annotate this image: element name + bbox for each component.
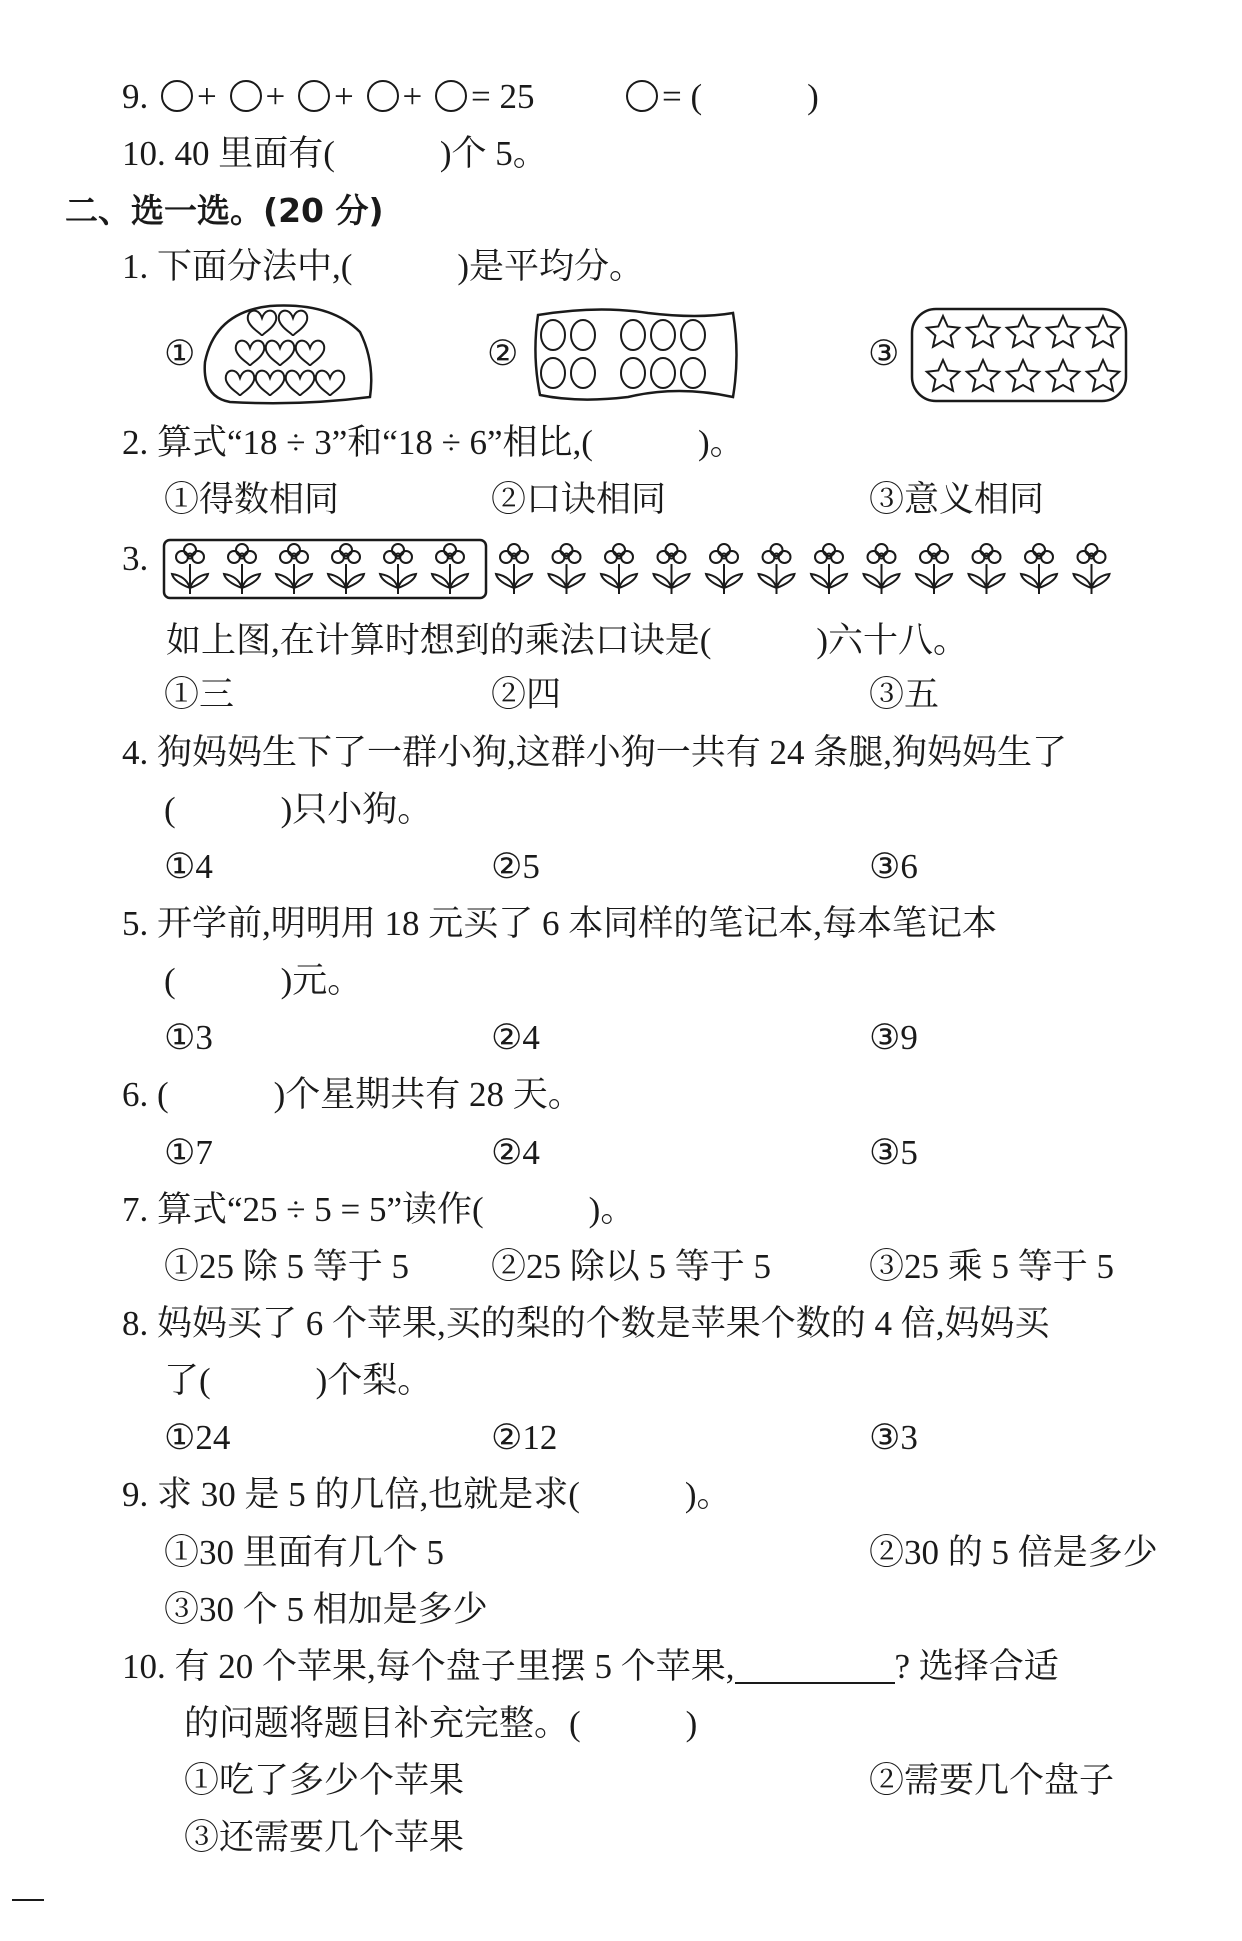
q3-option-1: ①三 <box>164 675 235 714</box>
q-text: 算式“18 ÷ 3”和“18 ÷ 6”相比,( )。 <box>157 423 745 462</box>
q-num: 2. <box>122 423 149 462</box>
heart-icon <box>248 311 276 336</box>
q-num: 8. <box>122 1304 149 1343</box>
flower-icon <box>601 544 637 594</box>
flowers-picture <box>162 538 1142 600</box>
q2-option-2: ②口诀相同 <box>491 480 667 519</box>
flower-icon <box>328 544 364 594</box>
flower-icon <box>380 544 416 594</box>
q-num: 4. <box>122 733 149 772</box>
q2-option-1: ①得数相同 <box>164 480 340 519</box>
star-icon <box>927 316 959 347</box>
heart-icon <box>266 341 294 366</box>
circle-icon <box>541 320 565 350</box>
circle-icon <box>681 320 705 350</box>
flower-icon <box>654 544 690 594</box>
star-icon <box>1087 360 1119 391</box>
flower-icon <box>1074 544 1110 594</box>
fill-q9 <box>122 75 819 119</box>
page-mark <box>12 1899 44 1901</box>
plus: + <box>265 77 286 116</box>
circle-icon <box>651 320 675 350</box>
star-icon <box>927 360 959 391</box>
circle-icon <box>541 358 565 388</box>
q1-option-2: ② <box>487 334 519 373</box>
hearts-picture <box>200 302 380 406</box>
circle-blank <box>161 80 193 112</box>
q3-option-2: ②四 <box>491 675 562 714</box>
q9-option-2: ②30 的 5 倍是多少 <box>869 1533 1158 1572</box>
q10-line2: 的问题将题目补充完整。( ) <box>184 1704 698 1743</box>
q-num: 9. <box>122 77 149 116</box>
q9-option-3: ③30 个 5 相加是多少 <box>164 1590 488 1629</box>
star-icon <box>1047 316 1079 347</box>
fill-q10: 10. 40 里面有( )个 5。 <box>122 134 548 173</box>
flower-icon <box>759 544 795 594</box>
q3-text: 如上图,在计算时想到的乘法口诀是( )六十八。 <box>166 621 969 660</box>
q7-option-1: ①25 除 5 等于 5 <box>164 1247 410 1286</box>
heart-icon <box>296 341 324 366</box>
q8-option-2: ②12 <box>491 1418 558 1457</box>
plus: + <box>197 77 217 116</box>
q-text: 有 20 个苹果,每个盘子里摆 5 个苹果, <box>174 1647 735 1686</box>
q-num: 10. <box>122 1647 166 1686</box>
q7-option-2: ②25 除以 5 等于 5 <box>491 1247 772 1286</box>
q5-option-1: ①3 <box>164 1018 213 1057</box>
q-text: 开学前,明明用 18 元买了 6 本同样的笔记本,每本笔记本 <box>157 904 998 943</box>
q6-option-2: ②4 <box>491 1133 540 1172</box>
heart-icon <box>279 311 307 336</box>
q9-option-1: ①30 里面有几个 5 <box>164 1533 445 1572</box>
flower-icon <box>1021 544 1057 594</box>
q6 <box>122 1073 583 1117</box>
q4-option-2: ②5 <box>491 847 540 886</box>
star-icon <box>967 360 999 391</box>
star-icon <box>1007 360 1039 391</box>
star-icon <box>1007 316 1039 347</box>
section-heading: 二、选一选。(20 分) <box>65 191 384 230</box>
star-icon <box>967 316 999 347</box>
q4-line2: ( )只小狗。 <box>164 790 433 829</box>
q10-option-2: ②需要几个盘子 <box>869 1761 1115 1800</box>
q1-option-1: ① <box>164 334 196 373</box>
circle-blank <box>626 80 658 112</box>
flower-icon <box>172 544 208 594</box>
q8-option-3: ③3 <box>869 1418 918 1457</box>
q6-option-1: ①7 <box>164 1133 213 1172</box>
circle-blank <box>367 80 399 112</box>
circle-blank <box>298 80 330 112</box>
flower-icon <box>811 544 847 594</box>
q8-line2: 了( )个梨。 <box>164 1361 433 1400</box>
q9 <box>122 1473 732 1517</box>
circle-icon <box>621 320 645 350</box>
q-text: 妈妈买了 6 个苹果,买的梨的个数是苹果个数的 4 倍,妈妈买 <box>157 1304 1050 1343</box>
q-text: 算式“25 ÷ 5 = 5”读作( )。 <box>157 1190 636 1229</box>
q-num: 9. <box>122 1475 149 1514</box>
q10-option-3: ③还需要几个苹果 <box>184 1818 465 1857</box>
q3-num: 3. <box>122 539 149 578</box>
q-text: 狗妈妈生下了一群小狗,这群小狗一共有 24 条腿,狗妈妈生了 <box>157 733 1068 772</box>
flower-icon <box>224 544 260 594</box>
star-icon <box>1087 316 1119 347</box>
heart-icon <box>256 371 284 396</box>
plus: + <box>334 77 354 116</box>
q-num: 7. <box>122 1190 149 1229</box>
q-num: 6. <box>122 1075 149 1114</box>
flower-icon <box>864 544 900 594</box>
circle-blank <box>230 80 262 112</box>
q5 <box>122 902 997 946</box>
q8 <box>122 1302 1050 1346</box>
flower-icon <box>916 544 952 594</box>
equation-result: = 25 <box>471 77 535 116</box>
answer-blank: = ( ) <box>662 77 819 116</box>
flower-icon <box>706 544 742 594</box>
q6-option-3: ③5 <box>869 1133 918 1172</box>
heart-icon <box>226 371 254 396</box>
circle-icon <box>651 358 675 388</box>
q4-option-3: ③6 <box>869 847 918 886</box>
flower-icon <box>969 544 1005 594</box>
heart-icon <box>236 341 264 366</box>
answer-underline <box>735 1648 895 1684</box>
q-text: ( )个星期共有 28 天。 <box>157 1075 583 1114</box>
circle-icon <box>621 358 645 388</box>
flower-icon <box>496 544 532 594</box>
q1 <box>122 245 644 289</box>
q7-option-3: ③25 乘 5 等于 5 <box>869 1247 1115 1286</box>
circle-icon <box>571 320 595 350</box>
circle-icon <box>571 358 595 388</box>
q5-option-3: ③9 <box>869 1018 918 1057</box>
star-icon <box>1047 360 1079 391</box>
q5-option-2: ②4 <box>491 1018 540 1057</box>
q-num: 5. <box>122 904 149 943</box>
q10 <box>122 1645 1059 1689</box>
stars-picture <box>908 305 1138 405</box>
q2-option-3: ③意义相同 <box>869 480 1045 519</box>
circles-picture <box>528 305 748 405</box>
q10-option-1: ①吃了多少个苹果 <box>184 1761 465 1800</box>
q3-option-3: ③五 <box>869 675 940 714</box>
q4-option-1: ①4 <box>164 847 213 886</box>
q7 <box>122 1188 635 1232</box>
flower-icon <box>276 544 312 594</box>
q-text: 求 30 是 5 的几倍,也就是求( )。 <box>157 1475 732 1514</box>
circle-icon <box>681 358 705 388</box>
q5-line2: ( )元。 <box>164 961 363 1000</box>
q2 <box>122 421 745 465</box>
q4 <box>122 731 1067 775</box>
circle-blank <box>435 80 467 112</box>
flower-icon <box>432 544 468 594</box>
heart-icon <box>316 371 344 396</box>
q8-option-1: ①24 <box>164 1418 231 1457</box>
q1-option-3: ③ <box>868 334 900 373</box>
heart-icon <box>286 371 314 396</box>
q-num: 1. <box>122 247 149 286</box>
q-text-cont: ? 选择合适 <box>894 1647 1059 1686</box>
plus: + <box>402 77 423 116</box>
q-text: 下面分法中,( )是平均分。 <box>157 247 645 286</box>
flower-icon <box>549 544 585 594</box>
